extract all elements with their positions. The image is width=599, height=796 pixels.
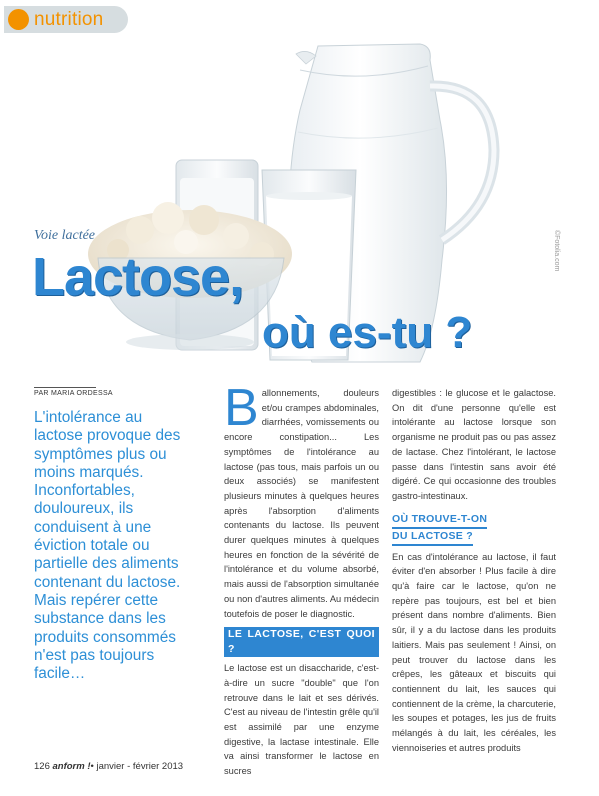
section-tab xyxy=(4,6,128,33)
kicker: Voie lactée xyxy=(34,228,96,243)
paragraph: En cas d'intolérance au lactose, il faut éviter d'en absorber ! Plus facile à dire qu'à faire car le lactose, qu'on ne repère pas toujours, est bel et bien présent dans nombre d'aliments. Bien sûr, il y a du lactose dans les produits laitiers. Mais pas seulement ! Ainsi, on peut trouver du lactose dans les crêpes, les gâteaux et biscuits qui contiennent du lait, les sauces qui contiennent de la crème, la charcuterie, les soupes et potages, les jus de fruits mélangés à du lait, les céréales, les viennoiseries et autres produits xyxy=(392,551,556,753)
paragraph: digestibles : le glucose et le galactose. On dit d'une personne qu'elle est intolérante au lactose lorsque son organisme ne produit pas ou pas assez de lactase. Chez l'intolérant, le lactose passe dans l'intestin sans avoir été digéré. Ce qui occasionne des troubles gastro-intestinaux. xyxy=(392,388,556,501)
subhead-line: DU LACTOSE ? xyxy=(392,529,473,546)
subhead-line: OÙ TROUVE-T-ON xyxy=(392,512,487,529)
text-column-1 xyxy=(224,379,379,779)
subhead-where-lactose xyxy=(392,512,556,546)
page-footer xyxy=(34,761,183,772)
title-line-2: où es-tu ? xyxy=(262,308,473,357)
paragraph: Le lactose est un disaccharide, c'est-à-dire un sucre "double" que l'on retrouve dans le lait et ses dérivés. C'est au niveau de l'intestin grêle qu'il est assimilé par une enzyme digestive, la lactase intestinale. Elle va ainsi transformer le lactose en sucres xyxy=(224,663,379,777)
subhead-lactose-definition: LE LACTOSE, C'EST QUOI ? xyxy=(224,627,379,657)
footer-bullet: • xyxy=(90,761,94,772)
section-label: nutrition xyxy=(34,9,104,30)
section-dot-icon xyxy=(8,9,29,30)
intro-text: L'intolérance au lactose provoque des symptômes plus ou moins marqués. Inconfortables, douloureux, ils conduisent à une éviction totale ou partielle des aliments contenant du lactose. Mais repérer cette substance dans les produits consommés n'est pas toujours facile… xyxy=(34,409,181,683)
byline-rule xyxy=(34,387,96,388)
title-line-1: Lactose, xyxy=(32,247,244,307)
text-column-2 xyxy=(392,386,556,755)
magazine-name: anform ! xyxy=(52,761,91,772)
page-number: 126 xyxy=(34,761,50,772)
byline: PAR MARIA ORDESSA xyxy=(34,390,113,397)
drop-cap: B xyxy=(224,379,259,437)
paragraph: allonnements, douleurs et/ou crampes abdominales, diarrhées, vomissements ou encore constipation... Les symptômes de l'intolérance au lactose (pas tous, mais parfois un ou deux associés) se manifestent plusieurs minutes à quelques heures après l'absorption d'aliments contenants du lactose. Ils peuvent durer quelques minutes à quelques heures en fonction de la sévérité de l'intolérance et du volume absorbé, mais aussi de l'absorption simultanée ou non d'autres aliments. Au médecin toutefois de poser le diagnostic. xyxy=(224,388,379,619)
photo-credit: ©Fotolia.com xyxy=(553,230,560,272)
issue-date: janvier - février 2013 xyxy=(96,761,184,772)
